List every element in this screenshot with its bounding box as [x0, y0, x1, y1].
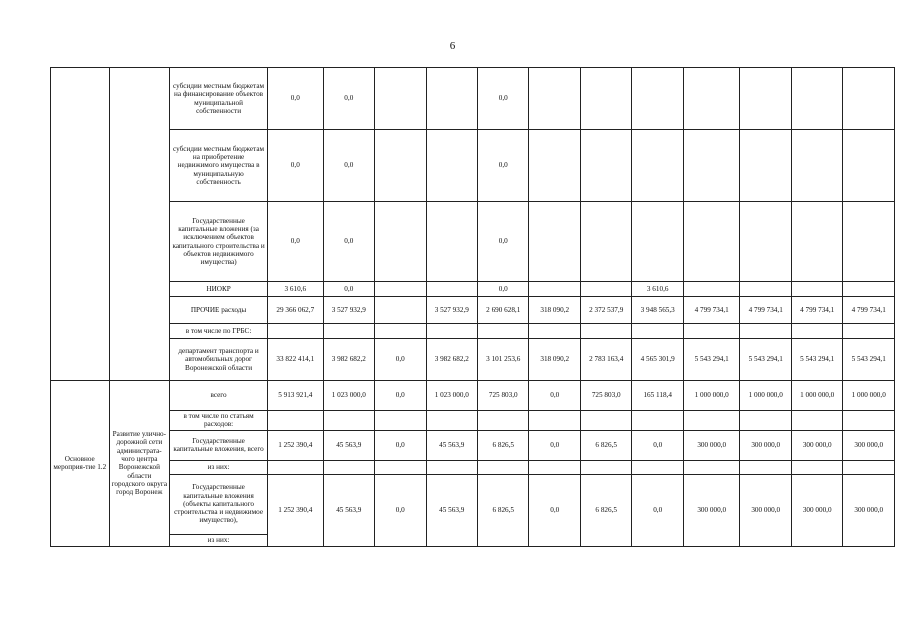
table-row: [51, 297, 895, 324]
cell: 0,0: [323, 68, 374, 130]
cell: 3 948 565,3: [632, 297, 683, 324]
cell: [791, 282, 842, 297]
cell: [580, 130, 631, 202]
cell: 0,0: [478, 130, 529, 202]
cell: [843, 324, 895, 339]
cell: 165 118,4: [632, 381, 683, 411]
cell: 33 822 414,1: [268, 339, 324, 381]
cell: [632, 130, 683, 202]
cell: 0,0: [323, 282, 374, 297]
cell: 5 543 294,1: [843, 339, 895, 381]
cell: [426, 411, 477, 431]
cell: 3 101 253,6: [478, 339, 529, 381]
cell: [843, 130, 895, 202]
cell: [375, 460, 426, 474]
cell: 45 563,9: [323, 474, 374, 546]
cell: [740, 130, 791, 202]
cell: [529, 411, 580, 431]
cell: 300 000,0: [843, 474, 895, 546]
cell: [683, 324, 740, 339]
table-row: [51, 474, 895, 534]
cell: 2 372 537,9: [580, 297, 631, 324]
cell: [323, 460, 374, 474]
cell: [791, 130, 842, 202]
row-label: в том числе по ГРБС:: [170, 324, 268, 339]
description-cell-top: [109, 68, 170, 381]
cell: 318 090,2: [529, 297, 580, 324]
cell: 300 000,0: [791, 474, 842, 546]
cell: 0,0: [375, 381, 426, 411]
cell: [632, 202, 683, 282]
cell: [529, 282, 580, 297]
cell: 1 023 000,0: [426, 381, 477, 411]
cell: [323, 411, 374, 431]
cell: [529, 324, 580, 339]
cell: 725 803,0: [478, 381, 529, 411]
cell: [843, 68, 895, 130]
cell: [529, 460, 580, 474]
row-label: всего: [170, 381, 268, 411]
cell: [740, 202, 791, 282]
cell: [529, 130, 580, 202]
cell: 300 000,0: [791, 430, 842, 460]
cell: [740, 282, 791, 297]
cell: [740, 68, 791, 130]
cell: [375, 130, 426, 202]
cell: [580, 324, 631, 339]
cell: 6 826,5: [478, 474, 529, 546]
cell: [375, 324, 426, 339]
cell: 1 252 390,4: [268, 474, 324, 546]
cell: [478, 324, 529, 339]
cell: 1 252 390,4: [268, 430, 324, 460]
cell: 0,0: [375, 339, 426, 381]
cell: [268, 324, 324, 339]
row-label: в том числе по статьям расходов:: [170, 411, 268, 431]
row-label: из них:: [170, 534, 268, 546]
cell: [478, 411, 529, 431]
cell: [268, 411, 324, 431]
row-label: департамент транспорта и автомобильных дорог Воронежской области: [170, 339, 268, 381]
cell: 300 000,0: [843, 430, 895, 460]
cell: [683, 68, 740, 130]
cell: 1 023 000,0: [323, 381, 374, 411]
cell: 6 826,5: [478, 430, 529, 460]
cell: [632, 324, 683, 339]
cell: [478, 460, 529, 474]
cell: 0,0: [268, 68, 324, 130]
cell: 0,0: [529, 474, 580, 546]
cell: [683, 282, 740, 297]
cell: 300 000,0: [683, 474, 740, 546]
cell: [426, 130, 477, 202]
cell: 5 913 921,4: [268, 381, 324, 411]
cell: [843, 411, 895, 431]
table-row: [51, 381, 895, 411]
cell: [740, 411, 791, 431]
cell: [791, 324, 842, 339]
table-row: [51, 282, 895, 297]
table-row: [51, 339, 895, 381]
cell: 300 000,0: [740, 430, 791, 460]
cell: [632, 460, 683, 474]
cell: [740, 460, 791, 474]
cell: [580, 282, 631, 297]
cell: 0,0: [529, 430, 580, 460]
cell: 4 799 734,1: [791, 297, 842, 324]
cell: [683, 460, 740, 474]
cell: 2 783 163,4: [580, 339, 631, 381]
cell: [580, 460, 631, 474]
cell: [375, 297, 426, 324]
cell: [843, 460, 895, 474]
cell: 4 799 734,1: [740, 297, 791, 324]
cell: 725 803,0: [580, 381, 631, 411]
cell: 300 000,0: [683, 430, 740, 460]
cell: 1 000 000,0: [740, 381, 791, 411]
cell: [323, 324, 374, 339]
table-row: [51, 324, 895, 339]
cell: [268, 460, 324, 474]
cell: 1 000 000,0: [683, 381, 740, 411]
cell: [426, 282, 477, 297]
cell: [529, 202, 580, 282]
cell: 1 000 000,0: [791, 381, 842, 411]
cell: 6 826,5: [580, 474, 631, 546]
row-label: Государственные капитальные вложения, всего: [170, 430, 268, 460]
cell: 29 366 062,7: [268, 297, 324, 324]
cell: 0,0: [375, 430, 426, 460]
cell: 3 610,6: [632, 282, 683, 297]
cell: 318 090,2: [529, 339, 580, 381]
table-row: [51, 411, 895, 431]
cell: 2 690 628,1: [478, 297, 529, 324]
cell: 3 527 932,9: [323, 297, 374, 324]
table-row: [51, 460, 895, 474]
cell: [843, 282, 895, 297]
cell: 3 527 932,9: [426, 297, 477, 324]
cell: [683, 130, 740, 202]
cell: [791, 202, 842, 282]
cell: 4 799 734,1: [843, 297, 895, 324]
cell: 0,0: [632, 474, 683, 546]
cell: [426, 460, 477, 474]
cell: 3 982 682,2: [426, 339, 477, 381]
cell: [426, 202, 477, 282]
cell: 45 563,9: [426, 474, 477, 546]
cell: 0,0: [632, 430, 683, 460]
cell: [683, 411, 740, 431]
row-label: Государственные капитальные вложения (объекты капитального строительства и недвижимое имущество),: [170, 474, 268, 534]
cell: 0,0: [323, 202, 374, 282]
page-number: 6: [449, 40, 456, 52]
cell: [791, 68, 842, 130]
cell: 0,0: [529, 381, 580, 411]
cell: 5 543 294,1: [683, 339, 740, 381]
row-label: ПРОЧИЕ расходы: [170, 297, 268, 324]
table-row: [51, 130, 895, 202]
budget-table: [50, 67, 895, 547]
activity-cell-top: [51, 68, 110, 381]
table-row: [51, 430, 895, 460]
cell: 45 563,9: [323, 430, 374, 460]
cell: [580, 68, 631, 130]
cell: 5 543 294,1: [791, 339, 842, 381]
cell: [791, 411, 842, 431]
row-label: Государственные капитальные вложения (за исключением объектов капитального строительства и объектов недвижимого имущества): [170, 202, 268, 282]
cell: 0,0: [375, 474, 426, 546]
cell: 0,0: [268, 130, 324, 202]
cell: 45 563,9: [426, 430, 477, 460]
cell: [580, 411, 631, 431]
cell: [740, 324, 791, 339]
cell: 6 826,5: [580, 430, 631, 460]
cell: [426, 68, 477, 130]
cell: [375, 202, 426, 282]
cell: 0,0: [478, 202, 529, 282]
cell: [580, 202, 631, 282]
cell: [632, 411, 683, 431]
cell: 0,0: [323, 130, 374, 202]
cell: 0,0: [478, 282, 529, 297]
cell: 0,0: [268, 202, 324, 282]
row-label: субсидии местным бюджетам на приобретение недвижимого имущества в муниципальную собственность: [170, 130, 268, 202]
row-label: из них:: [170, 460, 268, 474]
cell: 0,0: [478, 68, 529, 130]
activity-description: Развитие улично-дорожной сети администрата-чого центра Воронежской области городского округа город Воронеж: [109, 381, 170, 547]
cell: 5 543 294,1: [740, 339, 791, 381]
cell: [843, 202, 895, 282]
cell: 3 982 682,2: [323, 339, 374, 381]
cell: [375, 68, 426, 130]
table-row: [51, 202, 895, 282]
cell: [375, 411, 426, 431]
cell: [375, 282, 426, 297]
activity-name: Основное мероприя-тие 1.2: [51, 381, 110, 547]
table-row: [51, 68, 895, 130]
cell: 4 565 301,9: [632, 339, 683, 381]
cell: [791, 460, 842, 474]
cell: 300 000,0: [740, 474, 791, 546]
cell: 3 610,6: [268, 282, 324, 297]
row-label: субсидии местным бюджетам на финансирование объектов муниципальной собственности: [170, 68, 268, 130]
cell: [632, 68, 683, 130]
cell: [426, 324, 477, 339]
row-label: НИОКР: [170, 282, 268, 297]
cell: 4 799 734,1: [683, 297, 740, 324]
cell: 1 000 000,0: [843, 381, 895, 411]
cell: [683, 202, 740, 282]
cell: [529, 68, 580, 130]
